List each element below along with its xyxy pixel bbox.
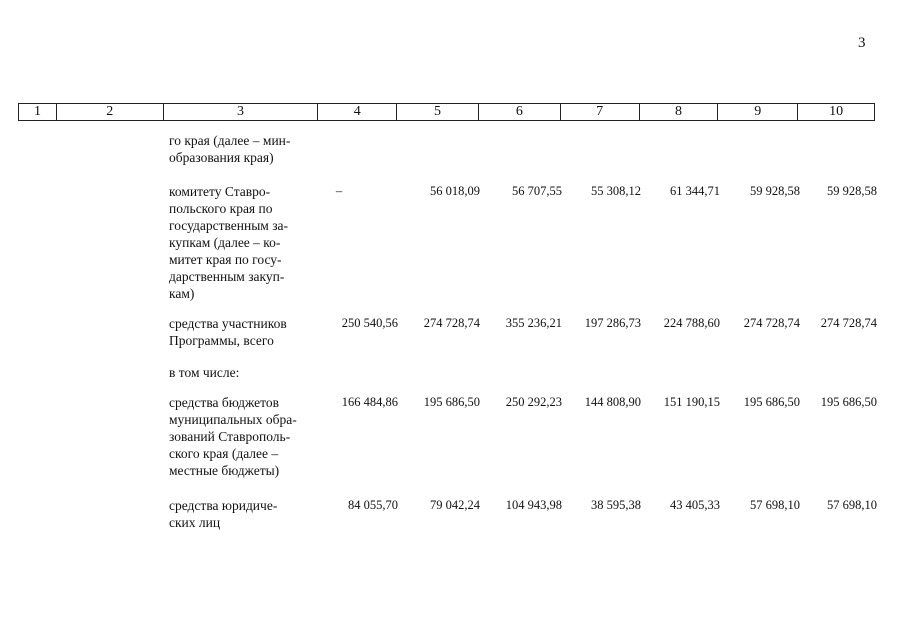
header-col-7: 7 xyxy=(560,104,639,120)
value-cell: 195 686,50 xyxy=(743,395,800,409)
value-cell: 57 698,10 xyxy=(750,498,800,512)
header-col-1: 1 xyxy=(33,104,41,119)
value-cell: 59 928,58 xyxy=(827,184,877,198)
label-line: средства участников xyxy=(169,316,287,331)
value-cell: 224 788,60 xyxy=(663,316,720,330)
row-label-committee xyxy=(169,183,315,302)
value-cell: 55 308,12 xyxy=(591,184,641,198)
label-line: ского края (далее – xyxy=(169,446,279,461)
value-cell: 151 190,15 xyxy=(663,395,720,409)
label-line: образования края) xyxy=(169,150,274,165)
value-cell: 56 707,55 xyxy=(512,184,562,198)
header-col-10: 10 xyxy=(797,104,874,120)
page-number: 3 xyxy=(858,35,866,51)
header-col-5: 5 xyxy=(396,104,478,120)
value-cell: 43 405,33 xyxy=(670,498,720,512)
label-line: польского края по xyxy=(169,201,273,216)
value-cell: 57 698,10 xyxy=(827,498,877,512)
value-cell: 195 686,50 xyxy=(820,395,877,409)
value-cell: 56 018,09 xyxy=(430,184,480,198)
value-cell: 104 943,98 xyxy=(505,498,562,512)
label-line: местные бюджеты) xyxy=(169,463,280,478)
value-cell: 274 728,74 xyxy=(423,316,480,330)
value-cell: 250 292,23 xyxy=(505,395,562,409)
value-cell: 61 344,71 xyxy=(670,184,720,198)
header-col-3: 3 xyxy=(163,104,318,120)
row-label-participants xyxy=(169,315,315,349)
value-cell: 197 286,73 xyxy=(584,316,641,330)
value-cell: 84 055,70 xyxy=(348,498,398,512)
header-col-2: 2 xyxy=(56,104,163,120)
row-label-continuation xyxy=(169,132,315,166)
label-line: ских лиц xyxy=(169,515,221,530)
value-cell: 274 728,74 xyxy=(743,316,800,330)
value-cell: 79 042,24 xyxy=(430,498,480,512)
row-label-legal-entities xyxy=(169,497,315,531)
label-line: купкам (далее – ко- xyxy=(169,235,281,250)
label-line: в том числе: xyxy=(169,365,240,380)
label-line: митет края по госу- xyxy=(169,252,282,267)
label-line: комитету Ставро- xyxy=(169,184,271,199)
label-line: муниципальных обра- xyxy=(169,412,297,427)
label-line: кам) xyxy=(169,286,195,301)
value-cell: 250 540,56 xyxy=(341,316,398,330)
label-line: средства юридиче- xyxy=(169,498,278,513)
row-label-including xyxy=(169,364,315,381)
value-cell: 195 686,50 xyxy=(423,395,480,409)
header-col-6: 6 xyxy=(478,104,560,120)
label-line: го края (далее – мин- xyxy=(169,133,291,148)
table-header-row xyxy=(18,103,875,121)
value-cell: 144 808,90 xyxy=(584,395,641,409)
value-cell: 166 484,86 xyxy=(341,395,398,409)
label-line: зований Ставрополь- xyxy=(169,429,291,444)
row-label-municipal-budgets xyxy=(169,394,315,479)
value-cell: 274 728,74 xyxy=(820,316,877,330)
header-col-9: 9 xyxy=(717,104,797,120)
value-cell: 59 928,58 xyxy=(750,184,800,198)
label-line: дарственным закуп- xyxy=(169,269,285,284)
header-col-4: 4 xyxy=(317,104,396,120)
label-line: государственным за- xyxy=(169,218,289,233)
value-cell: 38 595,38 xyxy=(591,498,641,512)
label-line: средства бюджетов xyxy=(169,395,280,410)
value-cell: 355 236,21 xyxy=(505,316,562,330)
value-cell: – xyxy=(335,184,343,198)
header-col-8: 8 xyxy=(639,104,718,120)
label-line: Программы, всего xyxy=(169,333,274,348)
